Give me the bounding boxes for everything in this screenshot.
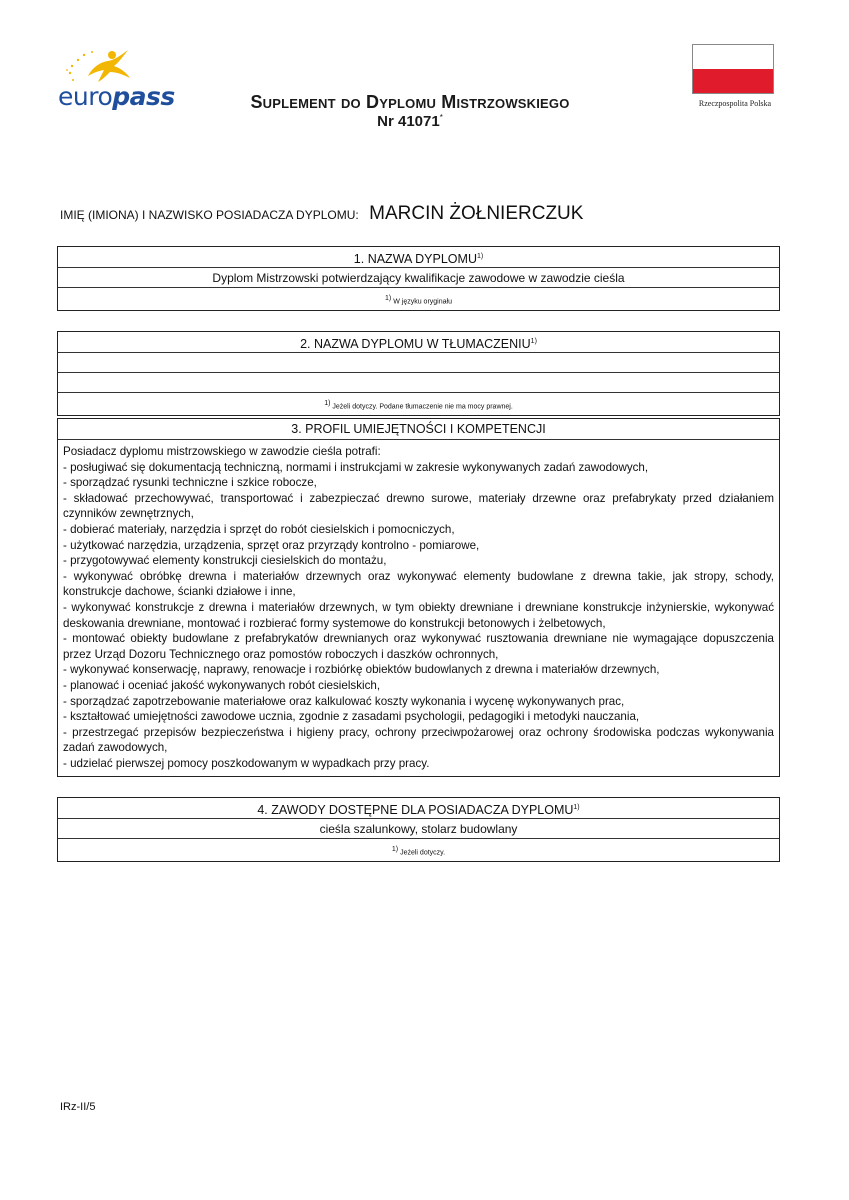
section-1-heading: 1. NAZWA DYPLOMU$^{1)}$ xyxy=(58,247,779,268)
document-title xyxy=(200,92,620,130)
profile-line: - wykonywać obróbkę drewna i materiałów drzewnych oraz wykonywać elementy budowlane z drewna takie, jak stropy, schody, konstrukcje dachowe, ścianki działowe i inne, xyxy=(63,569,774,599)
profile-line: - sporządzać zapotrzebowanie materiałowe oraz kalkulować koszty wykonania i wycenę wykonywanych prac, xyxy=(63,694,625,708)
title-line-2: Nr 41071* xyxy=(377,113,443,130)
profile-line: - sporządzać rysunki techniczne i szkice robocze, xyxy=(63,476,317,490)
section-skills-profile xyxy=(57,418,780,777)
holder-name: MARCIN ŻOŁNIERCZUK xyxy=(369,203,584,224)
form-code: IRz-II/5 xyxy=(60,1101,96,1113)
title-line-1: Suplement do Dyplomu Mistrzowskiego xyxy=(250,92,570,112)
section-2-value xyxy=(58,353,779,373)
flag-caption: Rzeczpospolita Polska xyxy=(698,99,772,108)
flag-red-band xyxy=(693,69,773,93)
holder-line xyxy=(60,203,583,225)
holder-label: IMIĘ (IMIONA) I NAZWISKO POSIADACZA DYPLOMU: xyxy=(60,208,359,222)
europass-figure-icon xyxy=(48,46,178,86)
profile-line: - planować i oceniać jakość wykonywanych robót ciesielskich, xyxy=(63,678,381,692)
europass-logo xyxy=(48,46,178,116)
polish-flag-icon xyxy=(692,44,774,94)
flag-white-band xyxy=(693,45,773,69)
section-1-value: Dyplom Mistrzowski potwierdzający kwalifikacje zawodowe w zawodzie cieśla xyxy=(58,268,779,288)
profile-line: - przestrzegać przepisów bezpieczeństwa i higieny pracy, ochrony przeciwpożarowej oraz ochrony środowiska podczas wykonywania zadań zawodowych, xyxy=(63,725,774,755)
section-4-value: cieśla szalunkowy, stolarz budowlany xyxy=(58,819,779,839)
section-available-occupations xyxy=(57,797,780,862)
profile-line: - wykonywać konstrukcje z drewna i materiałów drzewnych, w tym obiekty drewniane i drewniane konstrukcje inżynierskie, wykonywać deskowania drewniane, montować i rozbierać formy systemowe do konstrukcji betonowych i żelbetowych, xyxy=(63,600,774,630)
profile-line: - dobierać materiały, narzędzia i sprzęt do robót ciesielskich i pomocniczych, xyxy=(63,522,455,536)
europass-wordmark: europass xyxy=(58,82,175,111)
section-diploma-translation xyxy=(57,331,780,416)
profile-line: - udzielać pierwszej pomocy poszkodowanym w wypadkach przy pracy. xyxy=(63,756,430,770)
profile-line: - kształtować umiejętności zawodowe ucznia, zgodnie z zasadami psychologii, pedagogiki i metodyki nauczania, xyxy=(63,710,640,724)
section-3-profile xyxy=(58,440,779,776)
profile-line: - wykonywać konserwację, naprawy, renowacje i rozbiórkę obiektów budowlanych z drewna i materiałów drzewnych, xyxy=(63,663,660,677)
section-2-heading: 2. NAZWA DYPLOMU W TŁUMACZENIU$^{1)}$ xyxy=(58,332,779,353)
profile-line: - składować przechowywać, transportować i zabezpieczać drewno surowe, materiały drzewne oraz prefabrykaty przed działaniem czynników zewnętrznych, xyxy=(63,491,774,521)
title-asterisk: * xyxy=(439,113,443,122)
section-1-footnote: $^{1)}$ W języku oryginału xyxy=(385,295,452,306)
profile-line: Posiadacz dyplomu mistrzowskiego w zawodzie cieśla potrafi: xyxy=(63,445,381,458)
profile-line: - przygotowywać elementy konstrukcji ciesielskich do montażu, xyxy=(63,554,387,568)
section-4-heading: 4. ZAWODY DOSTĘPNE DLA POSIADACZA DYPLOMU$^{1)}$ xyxy=(58,798,779,819)
profile-line: - montować obiekty budowlane z prefabrykatów drewnianych oraz wykonywać rusztowania drewniane nie wymagające dopuszczenia przez Urząd Dozoru Technicznego oraz pomostów roboczych i daszków ochronnych, xyxy=(63,632,774,661)
section-2-footnote: $^{1)}$ Jeżeli dotyczy. Podane tłumaczenie nie ma mocy prawnej. xyxy=(324,400,513,411)
profile-line: - użytkować narzędzia, urządzenia, sprzęt oraz przyrządy kontrolno - pomiarowe, xyxy=(63,538,480,552)
section-2-blank-row xyxy=(58,373,779,393)
section-4-footnote: $^{1)}$ Jeżeli dotyczy. xyxy=(391,846,446,857)
section-diploma-name xyxy=(57,246,780,311)
profile-line: - posługiwać się dokumentacją techniczną, normami i instrukcjami w zakresie wykonywanych zadań zawodowych, xyxy=(63,460,649,474)
section-3-heading: 3. PROFIL UMIEJĘTNOŚCI I KOMPETENCJI xyxy=(58,419,779,440)
